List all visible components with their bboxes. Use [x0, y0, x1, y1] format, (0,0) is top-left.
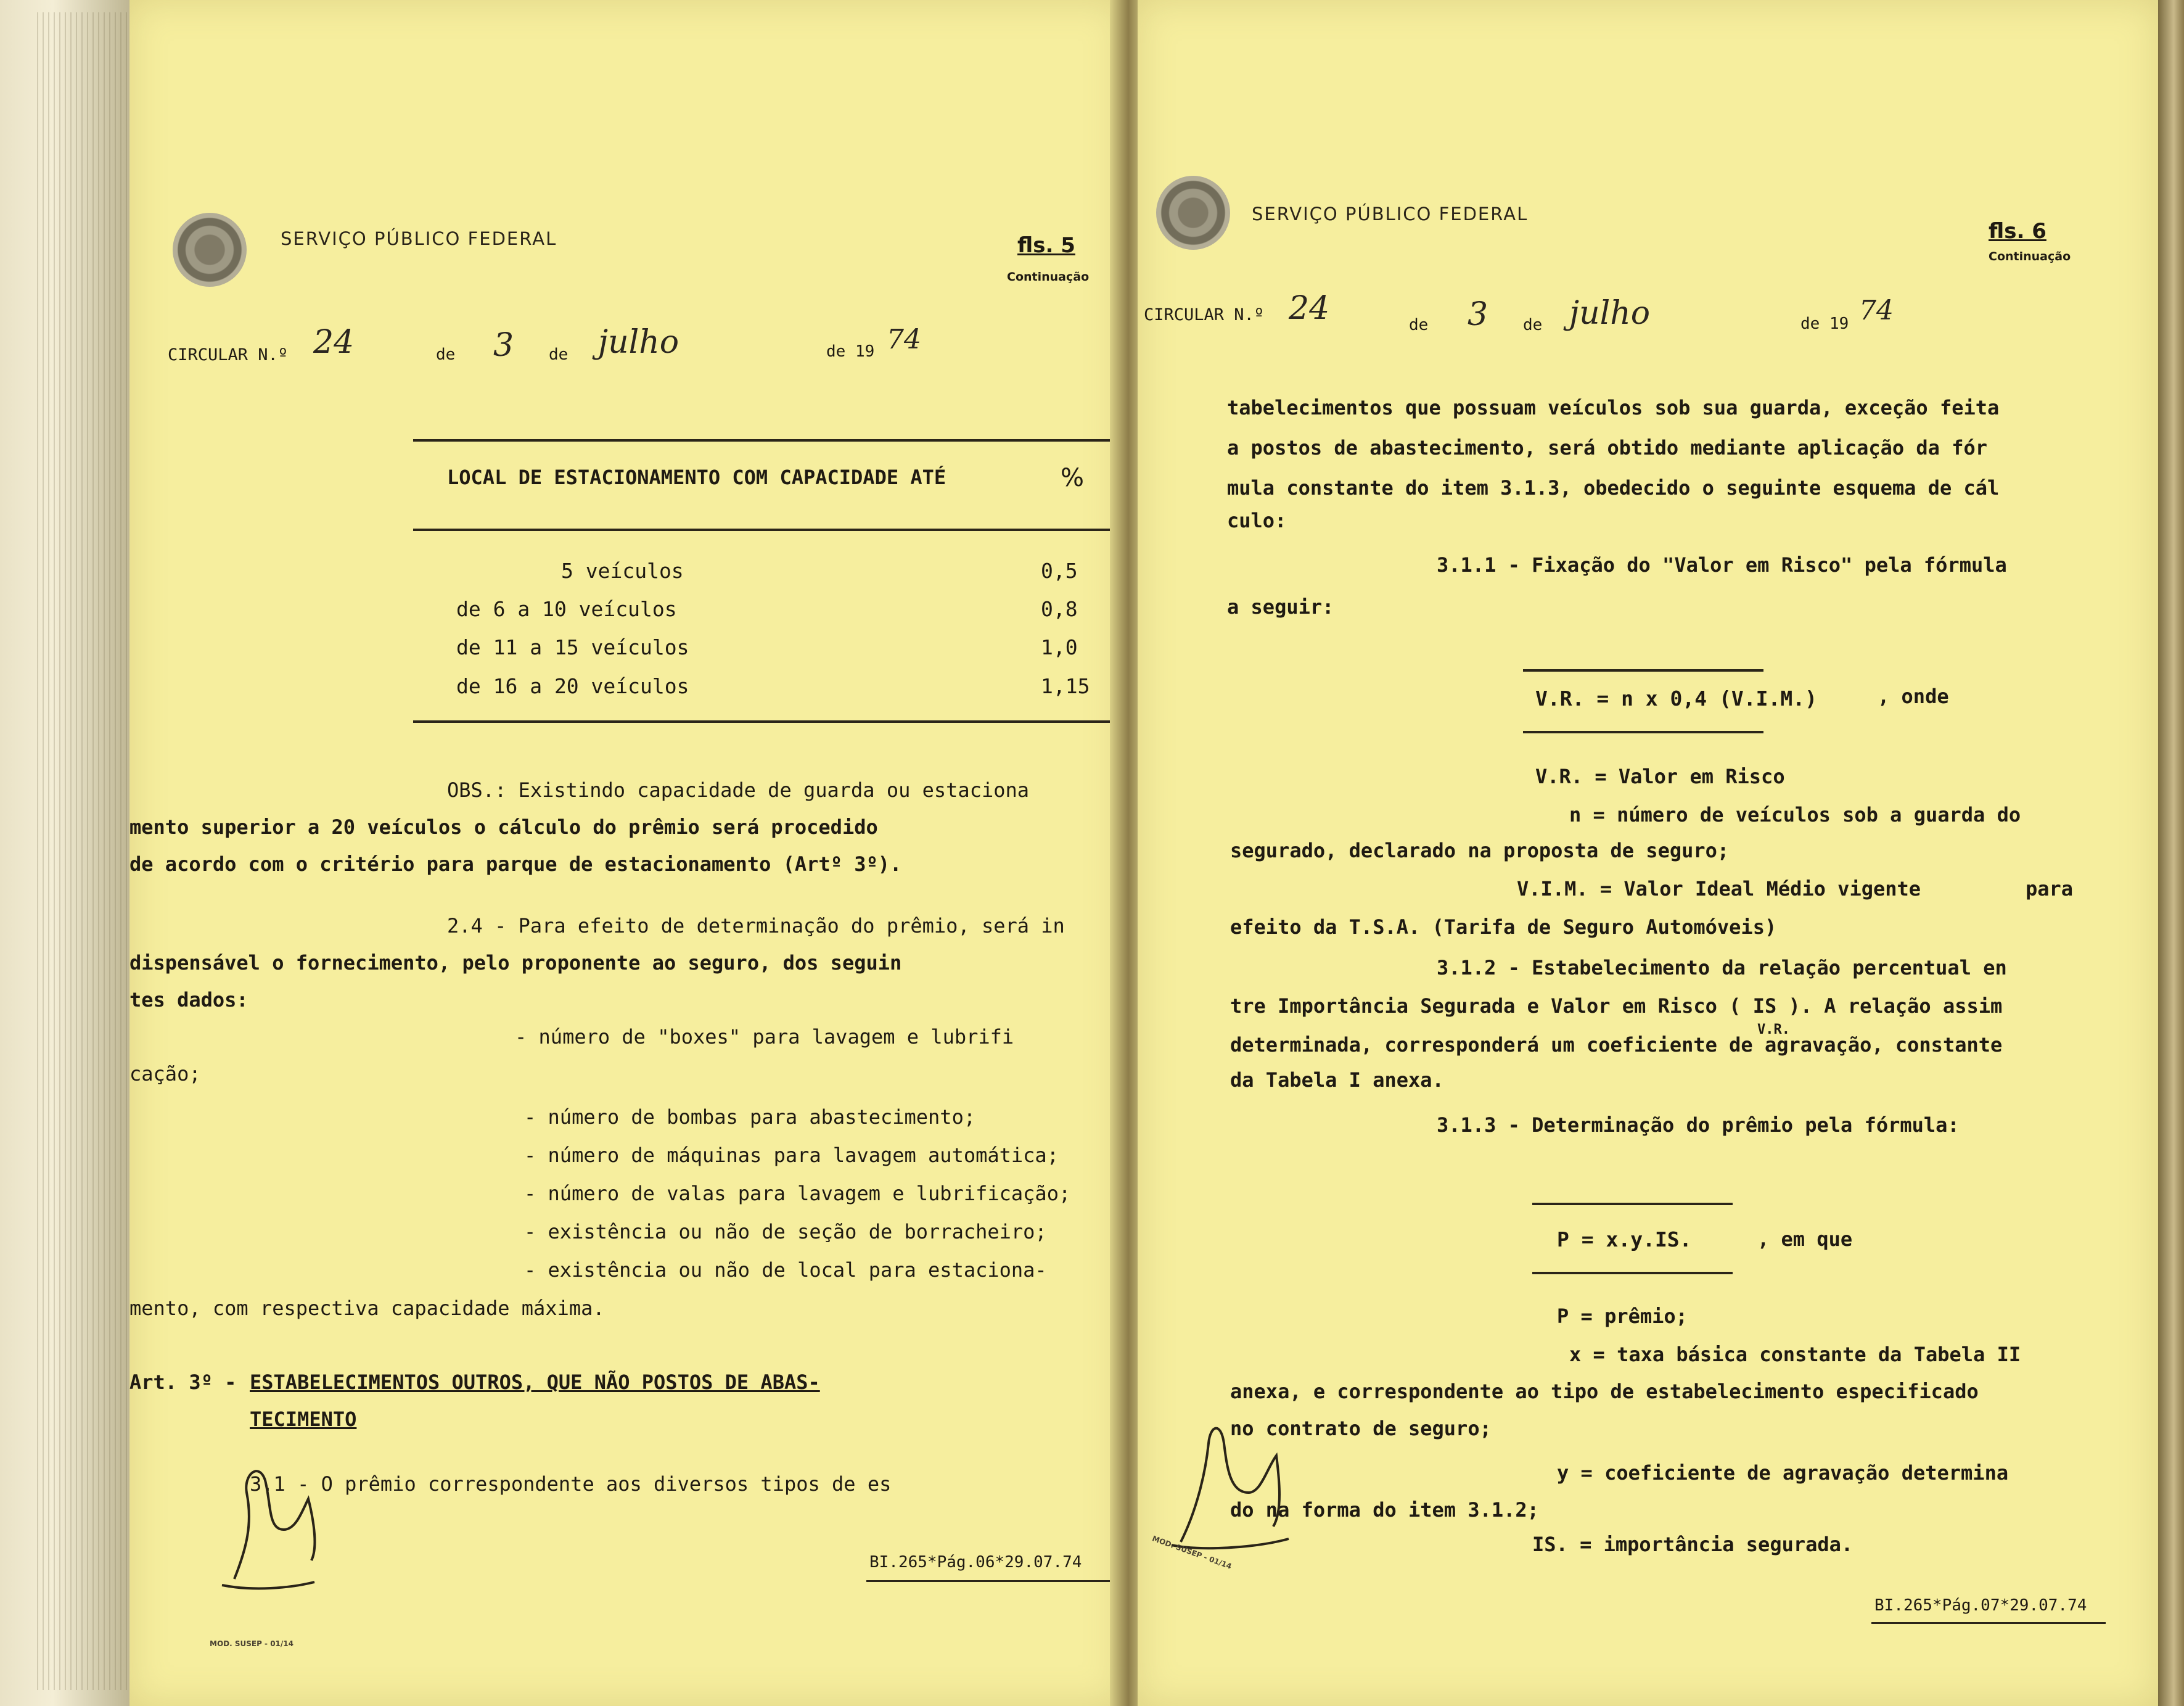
- formula-suffix: , onde: [1878, 685, 1949, 708]
- date-year: 74: [887, 324, 921, 355]
- definition-line: V.I.M. = Valor Ideal Médio vigente: [1517, 877, 1921, 900]
- date-month: julho: [598, 324, 679, 361]
- page-footer: BI.265*Pág.06*29.07.74: [869, 1553, 1082, 1572]
- date-de-19: de 19: [1800, 315, 1849, 333]
- formula-premium: P = x.y.IS.: [1557, 1227, 1692, 1251]
- table-percent-header: %: [1061, 464, 1085, 492]
- text-line: segurado, declarado na proposta de seguro;: [1230, 839, 1730, 862]
- handwritten-signature: [1162, 1394, 1298, 1554]
- text-line: determinada, corresponderá um coeficiente de agravação, constante: [1230, 1033, 2003, 1057]
- table-header-rule: [413, 529, 1110, 531]
- table-row-label: de 6 a 10 veículos: [456, 597, 677, 621]
- formula-bottom-rule: [1532, 1272, 1733, 1274]
- formula-bottom-rule: [1523, 731, 1763, 733]
- formula-top-rule: [1523, 669, 1763, 672]
- continuation-label: Continuação: [1989, 250, 2071, 263]
- text-line: - existência ou não de seção de borracheiro;: [524, 1220, 1047, 1243]
- coat-of-arms-seal-icon: [1156, 176, 1230, 250]
- table-row-label: 5 veículos: [561, 559, 684, 583]
- definition-line: IS. = importância segurada.: [1532, 1533, 1854, 1556]
- table-row-label: de 16 a 20 veículos: [456, 674, 689, 698]
- article-title: ESTABELECIMENTOS OUTROS, QUE NÃO POSTOS DE ABAS-: [250, 1370, 820, 1394]
- text-line: cação;: [129, 1062, 201, 1086]
- table-row-label: de 11 a 15 veículos: [456, 635, 689, 659]
- date-de-2: de: [1523, 316, 1543, 334]
- text-line: 2.4 - Para efeito de determinação do prêmio, será in: [447, 914, 1065, 937]
- circular-label: CIRCULAR N.º: [168, 345, 289, 365]
- date-day: 3: [493, 327, 514, 364]
- text-line: - número de máquinas para lavagem automática;: [524, 1144, 1059, 1167]
- text-line: mento superior a 20 veículos o cálculo do prêmio será procedido: [129, 815, 878, 839]
- handwritten-signature: [210, 1437, 333, 1591]
- date-de-1: de: [436, 345, 456, 364]
- text-line: 3.1 - O prêmio correspondente aos diversos tipos de es: [250, 1472, 892, 1496]
- text-line: - número de valas para lavagem e lubrificação;: [524, 1182, 1071, 1205]
- text-line: da Tabela I anexa.: [1230, 1068, 1444, 1092]
- form-code: MOD. SUSEP - 01/14: [1151, 1534, 1233, 1571]
- definition-line: V.R. = Valor em Risco: [1535, 765, 1785, 788]
- text-fragment: para: [2026, 877, 2074, 900]
- circular-label: CIRCULAR N.º: [1144, 305, 1265, 324]
- definition-line: n = número de veículos sob a guarda do: [1569, 803, 2021, 826]
- text-line: anexa, e correspondente ao tipo de estabelecimento especificado: [1230, 1380, 1979, 1403]
- date-de-2: de: [549, 345, 569, 364]
- text-line: - número de "boxes" para lavagem e lubrifi: [515, 1025, 1014, 1049]
- text-line: tabelecimentos que possuam veículos sob sua guarda, exceção feita: [1227, 396, 2000, 419]
- right-page: [1138, 0, 2158, 1706]
- date-month: julho: [1569, 295, 1651, 332]
- date-de-19: de 19: [826, 342, 875, 361]
- date-de-1: de: [1409, 316, 1429, 334]
- header-title: SERVIÇO PÚBLICO FEDERAL: [1252, 204, 1529, 225]
- text-line: dispensável o fornecimento, pelo proponente ao seguro, dos seguin: [129, 951, 902, 975]
- continuation-label: Continuação: [1007, 270, 1090, 284]
- table-bottom-rule: [413, 720, 1110, 723]
- table-row-value: 0,8: [1041, 597, 1078, 621]
- circular-number: 24: [313, 324, 355, 361]
- coat-of-arms-seal-icon: [173, 213, 247, 287]
- folio-number: fls. 5: [1017, 233, 1075, 258]
- text-line: no contrato de seguro;: [1230, 1417, 1492, 1440]
- table-row-value: 0,5: [1041, 559, 1078, 583]
- text-line: a postos de abastecimento, será obtido mediante aplicação da fór: [1227, 436, 1987, 459]
- form-code: MOD. SUSEP - 01/14: [210, 1639, 294, 1648]
- text-line: culo:: [1227, 509, 1287, 532]
- page-footer: BI.265*Pág.07*29.07.74: [1874, 1596, 2087, 1615]
- text-line: tre Importância Segurada e Valor em Risco ( IS ). A relação assim: [1230, 994, 2003, 1018]
- header-title: SERVIÇO PÚBLICO FEDERAL: [281, 228, 557, 249]
- text-line: 3.1.1 - Fixação do "Valor em Risco" pela fórmula: [1437, 553, 2007, 577]
- date-day: 3: [1468, 296, 1488, 333]
- text-line: a seguir:: [1227, 595, 1334, 619]
- text-line: 3.1.2 - Estabelecimento da relação percentual en: [1437, 956, 2007, 979]
- text-line: do na forma do item 3.1.2;: [1230, 1498, 1539, 1522]
- footer-rule: [1871, 1622, 2106, 1624]
- table-header: LOCAL DE ESTACIONAMENTO COM CAPACIDADE ATÉ: [447, 466, 946, 489]
- circular-number: 24: [1289, 290, 1330, 327]
- text-line: 3.1.3 - Determinação do prêmio pela fórmula:: [1437, 1113, 1960, 1137]
- text-line: OBS.: Existindo capacidade de guarda ou estaciona: [447, 778, 1030, 802]
- text-line: - existência ou não de local para estaciona-: [524, 1258, 1047, 1282]
- date-year: 74: [1859, 295, 1894, 326]
- footer-rule: [866, 1580, 1110, 1582]
- article-label: Art. 3º -: [129, 1370, 237, 1394]
- formula-top-rule: [1532, 1203, 1733, 1205]
- text-line: de acordo com o critério para parque de estacionamento (Artº 3º).: [129, 852, 902, 876]
- table-row-value: 1,15: [1041, 674, 1090, 698]
- fraction-denominator: V.R.: [1757, 1022, 1790, 1037]
- text-line: mula constante do item 3.1.3, obedecido o seguinte esquema de cál: [1227, 476, 2000, 500]
- left-page: [129, 0, 1122, 1706]
- article-title-cont: TECIMENTO: [250, 1407, 357, 1431]
- formula-vr: V.R. = n x 0,4 (V.I.M.): [1535, 686, 1817, 711]
- definition-line: x = taxa básica constante da Tabela II: [1569, 1343, 2021, 1366]
- formula-suffix: , em que: [1757, 1227, 1853, 1251]
- text-line: efeito da T.S.A. (Tarifa de Seguro Automóveis): [1230, 915, 1777, 939]
- text-line: - número de bombas para abastecimento;: [524, 1105, 976, 1129]
- book-right-edge: [2158, 0, 2184, 1706]
- text-line: tes dados:: [129, 988, 248, 1012]
- definition-line: P = prêmio;: [1557, 1304, 1688, 1328]
- book-binding-edge: [0, 0, 133, 1706]
- text-line: mento, com respectiva capacidade máxima.: [129, 1296, 605, 1320]
- folio-number: fls. 6: [1989, 219, 2046, 244]
- table-top-rule: [413, 439, 1110, 442]
- definition-line: y = coeficiente de agravação determina: [1557, 1461, 2009, 1485]
- table-row-value: 1,0: [1041, 635, 1078, 659]
